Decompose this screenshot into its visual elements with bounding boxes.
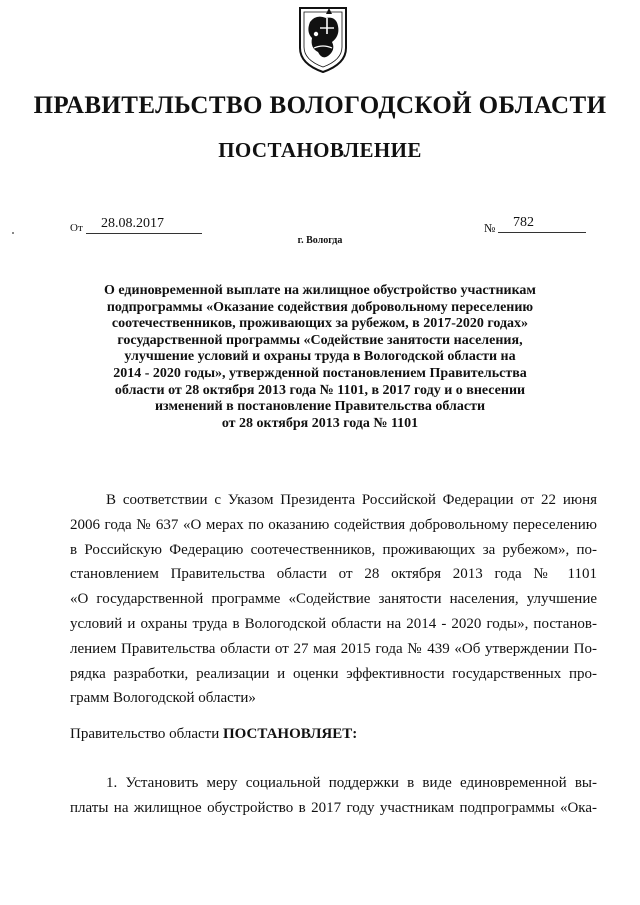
subject-line: улучшение условий и охраны труда в Вологодской области на <box>124 349 516 365</box>
preamble-line: рядка разработки, реализации и оценки эффективности государственных про- <box>70 665 597 682</box>
date-label: От <box>70 222 83 234</box>
resolve-line <box>70 726 357 743</box>
document-date: 28.08.2017 <box>101 216 164 231</box>
preamble-line: В соответствии с Указом Президента Российской Федерации от 22 июня <box>106 492 597 508</box>
preamble-line: грамм Вологодской области» <box>70 690 256 707</box>
preamble-paragraph <box>70 488 597 711</box>
resolve-keyword: ПОСТАНОВЛЯЕТ: <box>222 726 358 742</box>
preamble-line: условий и охраны труда в Вологодской области на 2014 - 2020 годы», постанов- <box>70 615 597 632</box>
margin-mark <box>12 232 14 234</box>
preamble-line: «О государственной программе «Содействие занятости населения, улучшение <box>70 591 597 608</box>
subject-line: 2014 - 2020 годы», утвержденной постановлением Правительства <box>113 365 527 381</box>
subject-line: изменений в постановление Правительства области <box>154 399 486 415</box>
item-line: платы на жилищное обустройство в 2017 году участникам подпрограммы «Ока- <box>70 799 597 816</box>
item-line: 1. Установить меру социальной поддержки в виде единовременной вы- <box>106 775 597 791</box>
document-number: 782 <box>513 215 534 230</box>
preamble-line: 2006 года № 637 «О мерах по оказанию содействия добровольному переселению <box>70 516 597 533</box>
government-title: ПРАВИТЕЛЬСТВО ВОЛОГОДСКОЙ ОБЛАСТИ <box>33 92 607 119</box>
item-1-paragraph <box>70 771 597 821</box>
city-label: г. Вологда <box>297 235 343 246</box>
subject-line: соотечественников, проживающих за рубежом, в 2017-2020 годах» <box>111 316 529 332</box>
preamble-line: в Российскую Федерацию соотечественников, проживающих за рубежом», по- <box>70 541 597 558</box>
resolve-prefix: Правительство области <box>70 726 220 742</box>
subject-line: подпрограммы «Оказание содействия добровольному переселению <box>106 299 534 315</box>
subject-line: от 28 октября 2013 года № 1101 <box>221 415 419 431</box>
subject-line: области от 28 октября 2013 года № 1101, в 2017 году и о внесении <box>114 382 526 398</box>
document-type-title: ПОСТАНОВЛЕНИЕ <box>218 138 422 162</box>
number-label: № <box>484 221 496 235</box>
subject-line: О единовременной выплате на жилищное обустройство участникам <box>104 283 536 298</box>
subject-line: государственной программы «Содействие занятости населения, <box>117 332 523 348</box>
preamble-line: лением Правительства области от 27 мая 2015 года № 439 «Об утверждении По- <box>70 640 597 657</box>
document-subject <box>80 283 560 432</box>
preamble-line: становлением Правительства области от 28 октября 2013 года № 1101 <box>70 566 597 583</box>
coat-of-arms-icon <box>296 4 350 76</box>
number-underline <box>498 219 586 233</box>
